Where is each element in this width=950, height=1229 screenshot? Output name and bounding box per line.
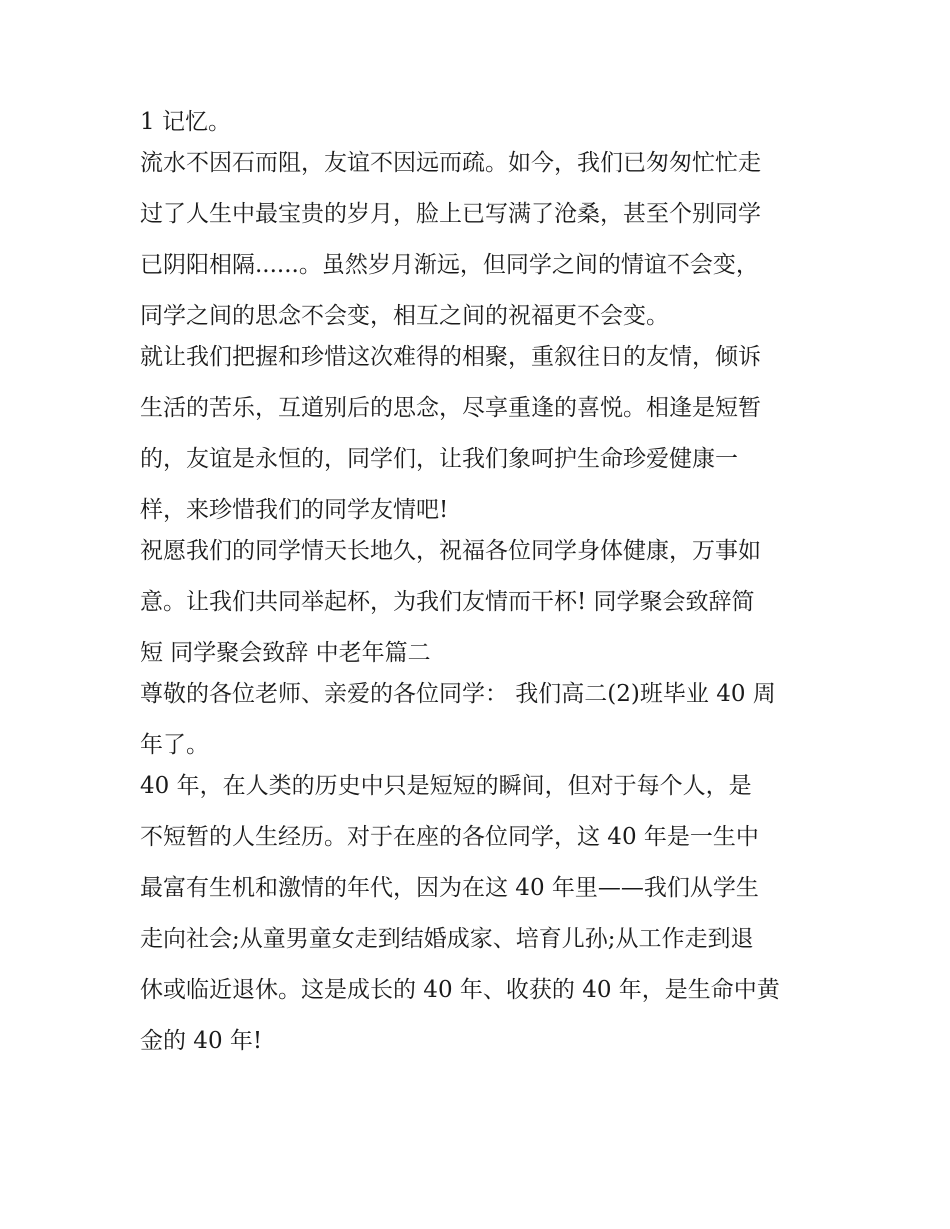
text-line: 祝愿我们的同学情天长地久，祝福各位同学身体健康，万事如	[140, 538, 761, 564]
text-line: 金的 40 年!	[140, 1028, 263, 1054]
text-line: 不短暂的人生经历。对于在座的各位同学，这 40 年是一生中	[140, 824, 759, 850]
text-line: 过了人生中最宝贵的岁月，脸上已写满了沧桑，甚至个别同学	[140, 201, 761, 227]
text-line: 年了。	[140, 732, 209, 758]
text-line: 1 记忆。	[140, 109, 231, 135]
text-line: 走向社会;从童男童女走到结婚成家、培育儿孙;从工作走到退	[140, 926, 754, 952]
text-line: 40 年，在人类的历史中只是短短的瞬间，但对于每个人，是	[140, 773, 752, 799]
text-line: 流水不因石而阻，友谊不因远而疏。如今，我们已匆匆忙忙走	[140, 150, 761, 176]
document-body	[140, 110, 830, 1054]
text-line: 尊敬的各位老师、亲爱的各位同学： 我们高二(2)班毕业 40 周	[140, 681, 776, 707]
text-line: 意。让我们共同举起杯，为我们友情而干杯! 同学聚会致辞简	[140, 589, 755, 615]
text-line: 最富有生机和激情的年代，因为在这 40 年里——我们从学生	[140, 875, 759, 901]
text-line: 的，友谊是永恒的，同学们，让我们象呵护生命珍爱健康一	[140, 446, 738, 472]
text-line: 短 同学聚会致辞 中老年篇二	[140, 640, 431, 666]
text-line: 就让我们把握和珍惜这次难得的相聚，重叙往日的友情，倾诉	[140, 344, 761, 370]
text-line: 生活的苦乐，互道别后的思念，尽享重逢的喜悦。相逢是短暂	[140, 395, 761, 421]
text-line: 休或临近退休。这是成长的 40 年、收获的 40 年，是生命中黄	[140, 977, 780, 1003]
text-line: 已阴阳相隔......。虽然岁月渐远，但同学之间的情谊不会变，	[140, 252, 759, 278]
text-line: 样，来珍惜我们的同学友情吧!	[140, 497, 449, 523]
text-line: 同学之间的思念不会变，相互之间的祝福更不会变。	[140, 303, 669, 329]
